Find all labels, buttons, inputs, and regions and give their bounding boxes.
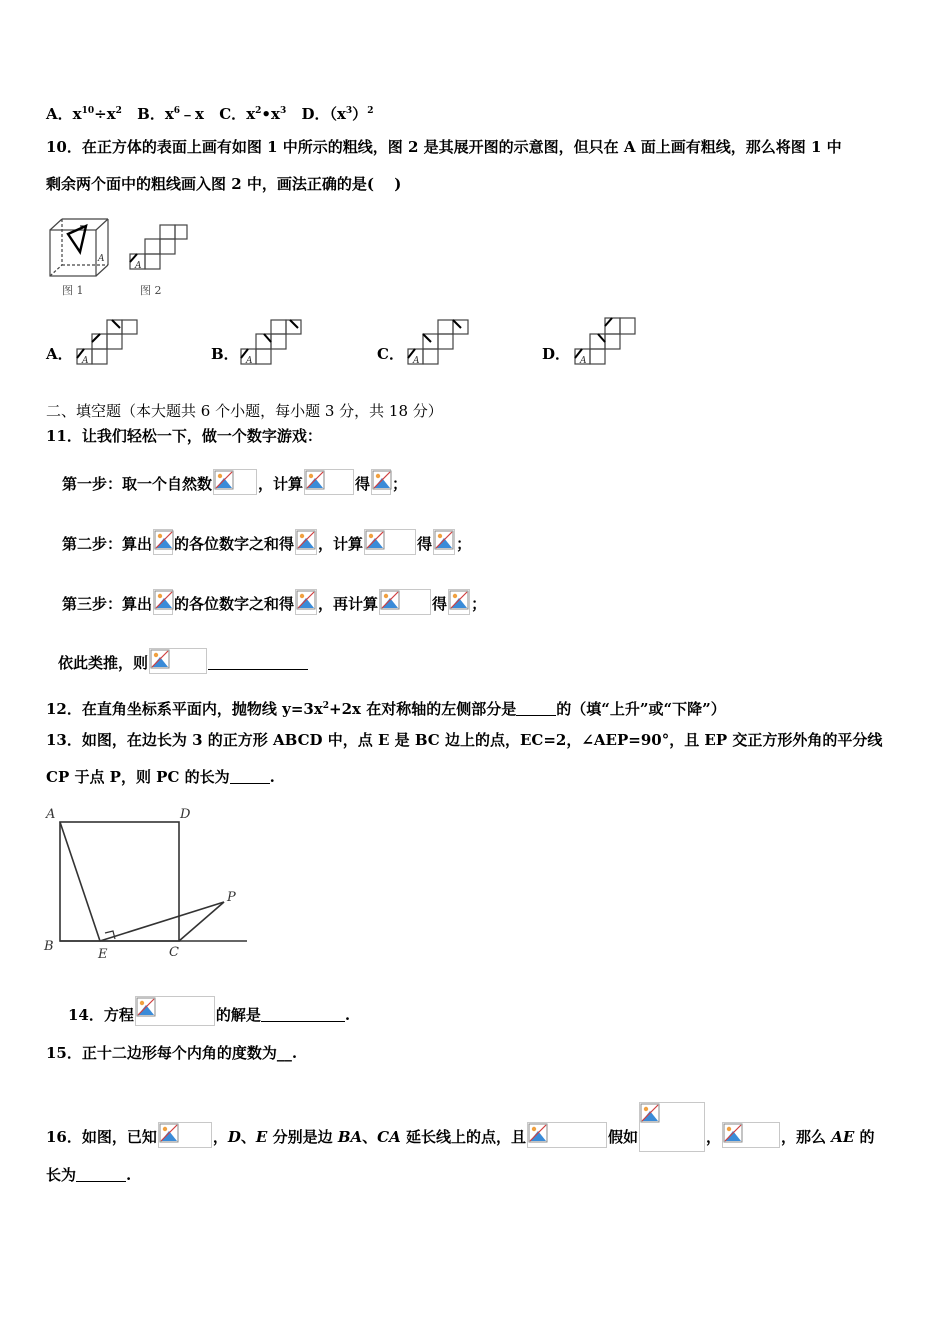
fig1-caption: 图 1 bbox=[62, 284, 84, 297]
broken-image-icon bbox=[150, 649, 170, 669]
broken-image-icon bbox=[154, 530, 174, 550]
q11-final: 依此类推，则 bbox=[58, 648, 308, 674]
broken-image-icon bbox=[136, 997, 156, 1017]
q16-line2: 长为 . bbox=[46, 1166, 132, 1184]
broken-image-icon bbox=[372, 470, 392, 490]
section-title: 二、填空题（本大题共 6 个小题，每小题 3 分，共 18 分） bbox=[46, 402, 443, 420]
q10-option-c-figure bbox=[405, 318, 471, 366]
q14: 14．方程 的解是 . bbox=[68, 996, 350, 1026]
formula-image bbox=[379, 589, 431, 615]
option-d-label: D． bbox=[301, 105, 330, 123]
point-label-c: C bbox=[169, 945, 179, 960]
formula-image bbox=[295, 529, 317, 555]
point-label-b: B bbox=[44, 939, 54, 954]
formula-image bbox=[153, 589, 173, 615]
fig2-caption: 图 2 bbox=[140, 284, 162, 297]
q16-line1: 16．如图，已知 ，D、E 分别是边 BA、CA 延长线上的点，且 假如 ， ，那么 AE 的 bbox=[46, 1102, 875, 1152]
broken-image-icon bbox=[296, 530, 316, 550]
q11-intro: 11．让我们轻松一下，做一个数字游戏： bbox=[46, 427, 322, 445]
svg-text:A: A bbox=[580, 356, 587, 366]
answer-blank[interactable] bbox=[261, 1007, 345, 1022]
q9-options: A．$x^{10}\div x^2$ B．$x^6﹣x$ C．$x^2•x^3$ D．$(x^3)^2$ bbox=[46, 105, 374, 123]
q10-option-a-label: A． bbox=[46, 345, 73, 363]
q10-option-a-figure bbox=[74, 318, 140, 366]
answer-blank[interactable] bbox=[516, 701, 556, 716]
formula-image bbox=[371, 469, 391, 495]
q12: 12．在直角坐标系平面内，抛物线 $y=3x^2+2x$ 在对称轴的左侧部分是 的（填“上升”或“下降”） bbox=[46, 700, 726, 718]
net-face-label: A bbox=[135, 261, 142, 271]
broken-image-icon bbox=[449, 590, 469, 610]
option-b-label: B． bbox=[137, 105, 165, 123]
formula-image bbox=[722, 1122, 780, 1148]
formula-image bbox=[304, 469, 354, 495]
formula-image bbox=[135, 996, 215, 1026]
point-label-a: A bbox=[46, 807, 56, 822]
q10-option-c-label: C． bbox=[377, 345, 404, 363]
square-geometry-figure bbox=[42, 804, 252, 964]
broken-image-icon bbox=[365, 530, 385, 550]
point-label-p: P bbox=[227, 890, 236, 905]
q11-step2: 第二步：算出 的各位数字之和得 ，计算 得 ； bbox=[62, 529, 471, 555]
svg-text:A: A bbox=[413, 356, 420, 366]
broken-image-icon bbox=[305, 470, 325, 490]
broken-image-icon bbox=[528, 1123, 548, 1143]
cube-figure bbox=[46, 216, 116, 282]
svg-text:A: A bbox=[246, 356, 253, 366]
point-label-e: E bbox=[98, 947, 108, 962]
broken-image-icon bbox=[154, 590, 174, 610]
point-label-d: D bbox=[180, 807, 191, 822]
q10-option-b-figure bbox=[238, 318, 304, 366]
net-figure bbox=[128, 224, 190, 272]
svg-text:A: A bbox=[82, 356, 89, 366]
formula-image bbox=[295, 589, 317, 615]
broken-image-icon bbox=[640, 1103, 660, 1123]
formula-image bbox=[158, 1122, 212, 1148]
q10-line2: 剩余两个面中的粗线画入图 2 中，画法正确的是( ) bbox=[46, 175, 402, 193]
q10-line1: 10．在正方体的表面上画有如图 1 中所示的粗线，图 2 是其展开图的示意图，但只在 A 面上画有粗线，那么将图 1 中 bbox=[46, 138, 842, 156]
q10-option-b-label: B． bbox=[211, 345, 239, 363]
option-c-label: C． bbox=[219, 105, 247, 123]
formula-image bbox=[639, 1102, 705, 1152]
answer-blank[interactable] bbox=[76, 1167, 126, 1182]
broken-image-icon bbox=[159, 1123, 179, 1143]
broken-image-icon bbox=[296, 590, 316, 610]
q10-option-d-figure bbox=[572, 316, 638, 366]
option-a-label: A． bbox=[46, 105, 73, 123]
formula-image bbox=[448, 589, 470, 615]
formula-image bbox=[433, 529, 455, 555]
answer-blank[interactable] bbox=[208, 655, 308, 670]
q10-option-d-label: D． bbox=[542, 345, 571, 363]
broken-image-icon bbox=[723, 1123, 743, 1143]
formula-image bbox=[149, 648, 207, 674]
cube-face-label: A bbox=[98, 254, 105, 264]
broken-image-icon bbox=[434, 530, 454, 550]
formula-image bbox=[153, 529, 173, 555]
formula-image bbox=[213, 469, 257, 495]
q11-step1: 第一步：取一个自然数 ，计算 得 ； bbox=[62, 469, 407, 495]
q13-line2: CP 于点 P，则 PC 的长为 . bbox=[46, 768, 275, 786]
broken-image-icon bbox=[380, 590, 400, 610]
q13-line1: 13．如图，在边长为 3 的正方形 ABCD 中，点 E 是 BC 边上的点，EC=2，∠AEP=90°，且 EP 交正方形外角的平分线 bbox=[46, 731, 883, 749]
answer-blank[interactable] bbox=[230, 769, 270, 784]
formula-image bbox=[364, 529, 416, 555]
broken-image-icon bbox=[214, 470, 234, 490]
q11-step3: 第三步：算出 的各位数字之和得 ，再计算 得 ； bbox=[62, 589, 486, 615]
q15: 15．正十二边形每个内角的度数为__. bbox=[46, 1044, 298, 1062]
formula-image bbox=[527, 1122, 607, 1148]
